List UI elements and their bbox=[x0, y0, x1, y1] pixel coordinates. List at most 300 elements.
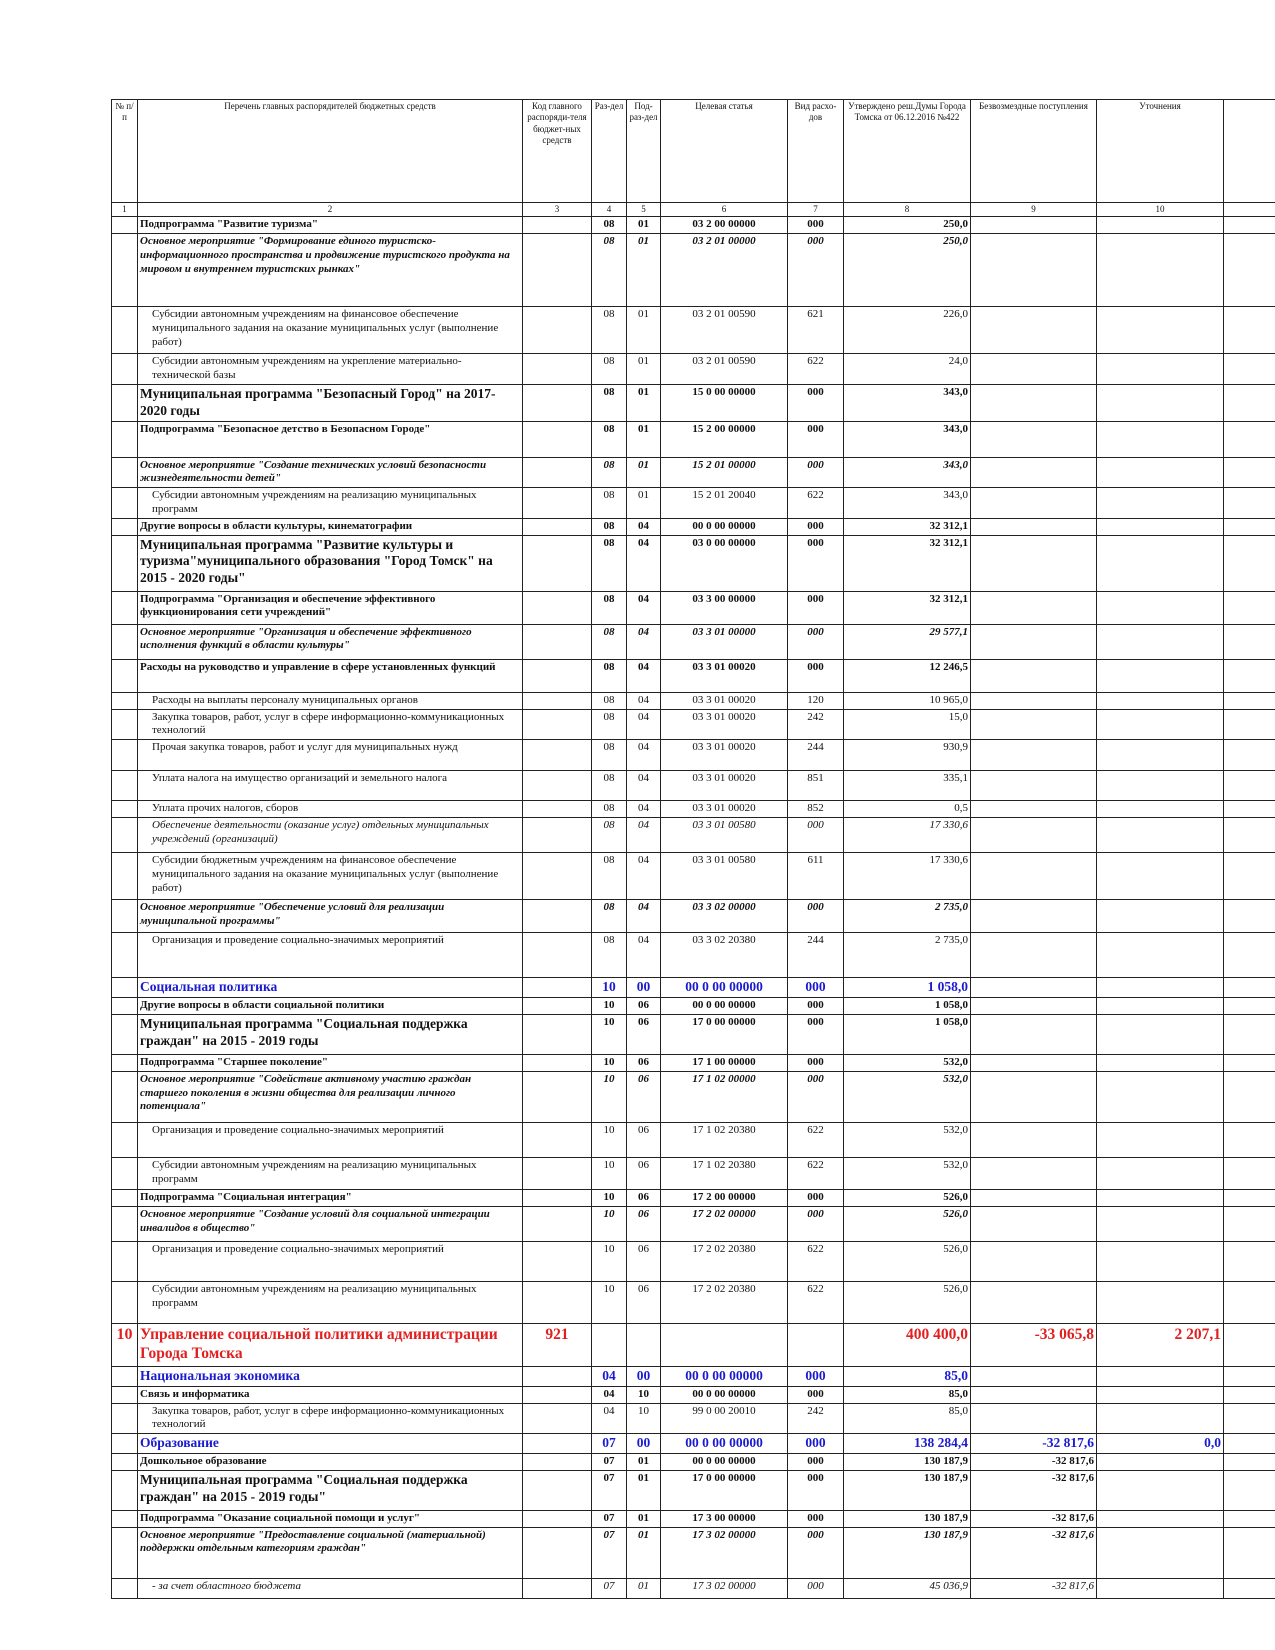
row-extra bbox=[1224, 1054, 1275, 1071]
row-changes bbox=[1097, 1157, 1224, 1189]
row-vid: 000 bbox=[788, 1386, 844, 1403]
table-row bbox=[112, 1206, 1275, 1241]
table-row bbox=[112, 1014, 1275, 1054]
table-row bbox=[112, 818, 1275, 853]
row-code bbox=[523, 234, 592, 307]
row-name: Закупка товаров, работ, услуг в сфере информационно-коммуникационных технологий bbox=[138, 709, 523, 740]
table-row bbox=[112, 307, 1275, 354]
row-code bbox=[523, 740, 592, 771]
row-grants bbox=[971, 518, 1097, 535]
row-changes bbox=[1097, 535, 1224, 591]
row-target: 17 1 02 20380 bbox=[661, 1122, 788, 1157]
column-number: 8 bbox=[844, 203, 971, 217]
column-number-row bbox=[112, 203, 1275, 217]
row-approved: 130 187,9 bbox=[844, 1510, 971, 1527]
row-grants bbox=[971, 801, 1097, 818]
row-razdel: 08 bbox=[592, 853, 627, 900]
row-code bbox=[523, 1470, 592, 1510]
table-row bbox=[112, 1189, 1275, 1206]
row-code bbox=[523, 853, 592, 900]
row-grants bbox=[971, 1014, 1097, 1054]
row-changes bbox=[1097, 1071, 1224, 1122]
table-row bbox=[112, 659, 1275, 692]
row-name: Основное мероприятие "Формирование единого туристско-информационного пространства и продвижение туристского продукта на мировом и внутреннем туристских рынках" bbox=[138, 234, 523, 307]
row-code bbox=[523, 488, 592, 519]
row-grants: -32 817,6 bbox=[971, 1578, 1097, 1598]
row-target: 03 3 01 00020 bbox=[661, 659, 788, 692]
row-extra bbox=[1224, 307, 1275, 354]
row-code bbox=[523, 1510, 592, 1527]
row-code bbox=[523, 1071, 592, 1122]
row-podrazdel: 04 bbox=[627, 518, 661, 535]
header-approved: Утверждено реш.Думы Города Томска от 06.12.2016 №422 bbox=[844, 100, 971, 203]
table-row bbox=[112, 709, 1275, 740]
row-podrazdel: 04 bbox=[627, 535, 661, 591]
column-number: 6 bbox=[661, 203, 788, 217]
row-approved: 2 735,0 bbox=[844, 900, 971, 933]
row-vid: 000 bbox=[788, 457, 844, 488]
row-approved: 532,0 bbox=[844, 1054, 971, 1071]
header-index: № п/п bbox=[112, 100, 138, 203]
row-target: 00 0 00 00000 bbox=[661, 1366, 788, 1386]
row-vid: 622 bbox=[788, 354, 844, 385]
row-index bbox=[112, 740, 138, 771]
row-target: 17 3 02 00000 bbox=[661, 1527, 788, 1578]
row-changes bbox=[1097, 1453, 1224, 1470]
row-razdel: 08 bbox=[592, 421, 627, 457]
table-row bbox=[112, 692, 1275, 709]
row-changes bbox=[1097, 1527, 1224, 1578]
row-vid: 000 bbox=[788, 624, 844, 659]
row-extra bbox=[1224, 1453, 1275, 1470]
row-podrazdel: 04 bbox=[627, 692, 661, 709]
row-grants bbox=[971, 1122, 1097, 1157]
row-index bbox=[112, 818, 138, 853]
row-code bbox=[523, 535, 592, 591]
row-target: 17 1 00 00000 bbox=[661, 1054, 788, 1071]
row-vid: 000 bbox=[788, 900, 844, 933]
row-index bbox=[112, 978, 138, 998]
row-code bbox=[523, 1014, 592, 1054]
row-changes bbox=[1097, 692, 1224, 709]
row-target: 15 2 00 00000 bbox=[661, 421, 788, 457]
row-code bbox=[523, 1366, 592, 1386]
row-changes bbox=[1097, 217, 1224, 234]
row-vid: 851 bbox=[788, 771, 844, 801]
column-number: 1 bbox=[112, 203, 138, 217]
row-grants bbox=[971, 457, 1097, 488]
row-approved: 29 577,1 bbox=[844, 624, 971, 659]
row-podrazdel: 06 bbox=[627, 1189, 661, 1206]
row-grants bbox=[971, 818, 1097, 853]
row-index bbox=[112, 1054, 138, 1071]
row-code bbox=[523, 997, 592, 1014]
row-name: Муниципальная программа "Социальная поддержка граждан" на 2015 - 2019 годы" bbox=[138, 1470, 523, 1510]
header-vid: Вид расхо-дов bbox=[788, 100, 844, 203]
row-vid: 000 bbox=[788, 1578, 844, 1598]
row-code bbox=[523, 384, 592, 421]
row-code bbox=[523, 1206, 592, 1241]
row-vid: 000 bbox=[788, 1189, 844, 1206]
row-index bbox=[112, 853, 138, 900]
row-vid: 622 bbox=[788, 488, 844, 519]
row-code bbox=[523, 978, 592, 998]
row-razdel: 08 bbox=[592, 900, 627, 933]
row-name: Другие вопросы в области культуры, кинематографии bbox=[138, 518, 523, 535]
row-name: Основное мероприятие "Содействие активному участию граждан старшего поколения в жизни общества для реализации личного потенциала" bbox=[138, 1071, 523, 1122]
row-approved: 0,5 bbox=[844, 801, 971, 818]
row-approved: 250,0 bbox=[844, 234, 971, 307]
row-podrazdel: 01 bbox=[627, 307, 661, 354]
row-extra bbox=[1224, 1434, 1275, 1454]
row-razdel: 08 bbox=[592, 354, 627, 385]
row-vid: 000 bbox=[788, 1366, 844, 1386]
row-vid: 000 bbox=[788, 1453, 844, 1470]
row-code bbox=[523, 307, 592, 354]
row-razdel: 10 bbox=[592, 1122, 627, 1157]
row-changes bbox=[1097, 1403, 1224, 1434]
row-code bbox=[523, 801, 592, 818]
row-approved: 343,0 bbox=[844, 384, 971, 421]
row-index bbox=[112, 997, 138, 1014]
row-code bbox=[523, 1403, 592, 1434]
row-razdel: 08 bbox=[592, 217, 627, 234]
row-index bbox=[112, 692, 138, 709]
row-target: 03 0 00 00000 bbox=[661, 535, 788, 591]
row-vid: 611 bbox=[788, 853, 844, 900]
row-vid: 242 bbox=[788, 1403, 844, 1434]
row-razdel: 07 bbox=[592, 1470, 627, 1510]
row-index bbox=[112, 1281, 138, 1323]
row-index bbox=[112, 1434, 138, 1454]
row-grants bbox=[971, 384, 1097, 421]
row-target: 17 1 02 20380 bbox=[661, 1157, 788, 1189]
row-approved: 32 312,1 bbox=[844, 535, 971, 591]
row-index bbox=[112, 1014, 138, 1054]
row-grants bbox=[971, 1157, 1097, 1189]
column-number bbox=[1224, 203, 1275, 217]
table-row bbox=[112, 1366, 1275, 1386]
row-grants: -32 817,6 bbox=[971, 1434, 1097, 1454]
row-vid: 000 bbox=[788, 818, 844, 853]
row-grants: -32 817,6 bbox=[971, 1510, 1097, 1527]
row-target: 17 0 00 00000 bbox=[661, 1014, 788, 1054]
row-grants bbox=[971, 1366, 1097, 1386]
table-row bbox=[112, 591, 1275, 624]
budget-table bbox=[111, 99, 1275, 1599]
row-name: Национальная экономика bbox=[138, 1366, 523, 1386]
row-podrazdel: 01 bbox=[627, 488, 661, 519]
row-index bbox=[112, 1206, 138, 1241]
row-code bbox=[523, 1157, 592, 1189]
row-approved: 343,0 bbox=[844, 421, 971, 457]
row-name: Уплата прочих налогов, сборов bbox=[138, 801, 523, 818]
row-podrazdel: 06 bbox=[627, 1054, 661, 1071]
row-approved: 32 312,1 bbox=[844, 591, 971, 624]
row-changes bbox=[1097, 234, 1224, 307]
row-grants bbox=[971, 1206, 1097, 1241]
row-extra bbox=[1224, 853, 1275, 900]
row-podrazdel: 04 bbox=[627, 591, 661, 624]
row-approved: 1 058,0 bbox=[844, 997, 971, 1014]
row-vid: 000 bbox=[788, 1527, 844, 1578]
row-extra bbox=[1224, 1527, 1275, 1578]
row-podrazdel: 06 bbox=[627, 997, 661, 1014]
row-razdel: 10 bbox=[592, 978, 627, 998]
row-razdel: 08 bbox=[592, 457, 627, 488]
row-changes bbox=[1097, 1578, 1224, 1598]
row-podrazdel: 06 bbox=[627, 1206, 661, 1241]
row-target: 03 3 01 00020 bbox=[661, 692, 788, 709]
row-podrazdel: 04 bbox=[627, 801, 661, 818]
row-approved: 250,0 bbox=[844, 217, 971, 234]
row-vid: 000 bbox=[788, 1014, 844, 1054]
row-approved: 526,0 bbox=[844, 1281, 971, 1323]
row-vid: 000 bbox=[788, 1510, 844, 1527]
row-name: Субсидии автономным учреждениям на реализацию муниципальных программ bbox=[138, 1157, 523, 1189]
table-row bbox=[112, 518, 1275, 535]
row-razdel: 08 bbox=[592, 624, 627, 659]
row-extra bbox=[1224, 1206, 1275, 1241]
row-podrazdel: 01 bbox=[627, 1527, 661, 1578]
row-name: Связь и информатика bbox=[138, 1386, 523, 1403]
table-row bbox=[112, 997, 1275, 1014]
row-index bbox=[112, 1578, 138, 1598]
row-extra bbox=[1224, 997, 1275, 1014]
row-target: 00 0 00 00000 bbox=[661, 1434, 788, 1454]
row-podrazdel: 06 bbox=[627, 1157, 661, 1189]
row-approved: 1 058,0 bbox=[844, 1014, 971, 1054]
row-extra bbox=[1224, 457, 1275, 488]
row-code bbox=[523, 1434, 592, 1454]
row-podrazdel: 06 bbox=[627, 1241, 661, 1281]
table-row bbox=[112, 1281, 1275, 1323]
table-row bbox=[112, 1071, 1275, 1122]
row-grants bbox=[971, 900, 1097, 933]
row-changes bbox=[1097, 853, 1224, 900]
row-index bbox=[112, 1157, 138, 1189]
row-podrazdel: 01 bbox=[627, 234, 661, 307]
row-index bbox=[112, 354, 138, 385]
row-code bbox=[523, 457, 592, 488]
row-extra bbox=[1224, 488, 1275, 519]
row-name: Управление социальной политики администрации Города Томска bbox=[138, 1323, 523, 1366]
row-name: Дошкольное образование bbox=[138, 1453, 523, 1470]
row-changes bbox=[1097, 518, 1224, 535]
table-row bbox=[112, 1453, 1275, 1470]
row-podrazdel: 04 bbox=[627, 740, 661, 771]
table-row bbox=[112, 771, 1275, 801]
row-approved: 85,0 bbox=[844, 1366, 971, 1386]
row-approved: 930,9 bbox=[844, 740, 971, 771]
row-vid: 000 bbox=[788, 591, 844, 624]
row-razdel: 07 bbox=[592, 1453, 627, 1470]
table-row bbox=[112, 801, 1275, 818]
row-name: Расходы на выплаты персоналу муниципальных органов bbox=[138, 692, 523, 709]
row-razdel: 08 bbox=[592, 692, 627, 709]
row-podrazdel: 04 bbox=[627, 709, 661, 740]
table-row bbox=[112, 900, 1275, 933]
row-target: 17 2 02 00000 bbox=[661, 1206, 788, 1241]
row-index bbox=[112, 933, 138, 978]
row-code bbox=[523, 1453, 592, 1470]
row-extra bbox=[1224, 1071, 1275, 1122]
row-approved: 32 312,1 bbox=[844, 518, 971, 535]
row-changes bbox=[1097, 659, 1224, 692]
row-grants bbox=[971, 591, 1097, 624]
row-razdel: 10 bbox=[592, 1071, 627, 1122]
row-vid: 000 bbox=[788, 1206, 844, 1241]
row-approved: 526,0 bbox=[844, 1241, 971, 1281]
row-podrazdel: 01 bbox=[627, 1453, 661, 1470]
column-number: 5 bbox=[627, 203, 661, 217]
row-grants bbox=[971, 234, 1097, 307]
row-podrazdel: 01 bbox=[627, 1578, 661, 1598]
row-changes bbox=[1097, 997, 1224, 1014]
row-grants bbox=[971, 1054, 1097, 1071]
row-index bbox=[112, 1241, 138, 1281]
row-name: Субсидии бюджетным учреждениям на финансовое обеспечение муниципального задания на оказание муниципальных услуг (выполнение работ) bbox=[138, 853, 523, 900]
row-approved: 15,0 bbox=[844, 709, 971, 740]
row-changes bbox=[1097, 709, 1224, 740]
row-approved: 24,0 bbox=[844, 354, 971, 385]
row-grants bbox=[971, 1386, 1097, 1403]
row-target: 03 3 01 00580 bbox=[661, 853, 788, 900]
row-index bbox=[112, 1071, 138, 1122]
row-code bbox=[523, 659, 592, 692]
row-podrazdel: 06 bbox=[627, 1014, 661, 1054]
table-row bbox=[112, 1122, 1275, 1157]
row-razdel: 08 bbox=[592, 518, 627, 535]
row-changes bbox=[1097, 591, 1224, 624]
row-razdel: 07 bbox=[592, 1434, 627, 1454]
row-changes bbox=[1097, 1281, 1224, 1323]
header-code: Код главного распоряди-теля бюджет-ных средств bbox=[523, 100, 592, 203]
row-changes bbox=[1097, 307, 1224, 354]
row-extra bbox=[1224, 900, 1275, 933]
row-razdel: 10 bbox=[592, 1206, 627, 1241]
table-row bbox=[112, 1527, 1275, 1578]
row-changes bbox=[1097, 1122, 1224, 1157]
row-code bbox=[523, 933, 592, 978]
row-target: 03 3 01 00000 bbox=[661, 624, 788, 659]
row-vid: 622 bbox=[788, 1122, 844, 1157]
row-name: - за счет областного бюджета bbox=[138, 1578, 523, 1598]
row-changes bbox=[1097, 488, 1224, 519]
row-approved: 130 187,9 bbox=[844, 1470, 971, 1510]
row-vid: 000 bbox=[788, 535, 844, 591]
row-razdel: 10 bbox=[592, 1241, 627, 1281]
row-grants bbox=[971, 1189, 1097, 1206]
row-target: 03 2 01 00590 bbox=[661, 354, 788, 385]
row-razdel: 10 bbox=[592, 1157, 627, 1189]
row-target: 00 0 00 00000 bbox=[661, 1386, 788, 1403]
row-name: Основное мероприятие "Предоставление социальной (материальной) поддержки отдельным категориям граждан" bbox=[138, 1527, 523, 1578]
row-extra bbox=[1224, 421, 1275, 457]
row-code bbox=[523, 1578, 592, 1598]
header-podrazdel: Под-раз-дел bbox=[627, 100, 661, 203]
row-podrazdel: 04 bbox=[627, 900, 661, 933]
row-extra bbox=[1224, 591, 1275, 624]
row-code bbox=[523, 591, 592, 624]
row-index bbox=[112, 1366, 138, 1386]
row-vid: 622 bbox=[788, 1157, 844, 1189]
table-row bbox=[112, 624, 1275, 659]
row-index bbox=[112, 1386, 138, 1403]
row-extra bbox=[1224, 1403, 1275, 1434]
row-grants: -32 817,6 bbox=[971, 1453, 1097, 1470]
row-approved: 532,0 bbox=[844, 1071, 971, 1122]
row-name: Основное мероприятие "Создание условий для социальной интеграции инвалидов в общество" bbox=[138, 1206, 523, 1241]
row-changes bbox=[1097, 624, 1224, 659]
row-index bbox=[112, 1189, 138, 1206]
row-code bbox=[523, 1386, 592, 1403]
row-changes bbox=[1097, 1510, 1224, 1527]
row-changes bbox=[1097, 354, 1224, 385]
row-code bbox=[523, 354, 592, 385]
row-extra bbox=[1224, 1241, 1275, 1281]
row-podrazdel: 01 bbox=[627, 1470, 661, 1510]
row-razdel: 08 bbox=[592, 384, 627, 421]
row-index bbox=[112, 421, 138, 457]
row-target: 00 0 00 00000 bbox=[661, 978, 788, 998]
row-vid: 852 bbox=[788, 801, 844, 818]
header-extra bbox=[1224, 100, 1275, 203]
row-podrazdel: 01 bbox=[627, 384, 661, 421]
row-razdel: 04 bbox=[592, 1386, 627, 1403]
row-extra bbox=[1224, 1157, 1275, 1189]
row-index bbox=[112, 659, 138, 692]
row-code bbox=[523, 421, 592, 457]
row-extra bbox=[1224, 1470, 1275, 1510]
row-vid: 000 bbox=[788, 384, 844, 421]
row-changes bbox=[1097, 900, 1224, 933]
row-code bbox=[523, 818, 592, 853]
row-extra bbox=[1224, 818, 1275, 853]
row-grants: -32 817,6 bbox=[971, 1527, 1097, 1578]
row-grants bbox=[971, 997, 1097, 1014]
row-podrazdel: 01 bbox=[627, 354, 661, 385]
row-name: Муниципальная программа "Социальная поддержка граждан" на 2015 - 2019 годы bbox=[138, 1014, 523, 1054]
row-vid: 242 bbox=[788, 709, 844, 740]
row-grants bbox=[971, 1241, 1097, 1281]
row-vid: 000 bbox=[788, 421, 844, 457]
row-code bbox=[523, 624, 592, 659]
row-index bbox=[112, 1453, 138, 1470]
row-name: Закупка товаров, работ, услуг в сфере информационно-коммуникационных технологий bbox=[138, 1403, 523, 1434]
table-row bbox=[112, 1241, 1275, 1281]
table-row bbox=[112, 740, 1275, 771]
table-row bbox=[112, 853, 1275, 900]
row-changes bbox=[1097, 421, 1224, 457]
row-approved: 130 187,9 bbox=[844, 1527, 971, 1578]
row-grants bbox=[971, 853, 1097, 900]
column-number: 4 bbox=[592, 203, 627, 217]
row-approved: 130 187,9 bbox=[844, 1453, 971, 1470]
row-extra bbox=[1224, 1386, 1275, 1403]
row-target: 15 2 01 20040 bbox=[661, 488, 788, 519]
row-changes bbox=[1097, 818, 1224, 853]
row-index bbox=[112, 217, 138, 234]
row-vid: 244 bbox=[788, 933, 844, 978]
row-extra bbox=[1224, 771, 1275, 801]
table-row bbox=[112, 234, 1275, 307]
row-name: Организация и проведение социально-значимых мероприятий bbox=[138, 1241, 523, 1281]
row-index bbox=[112, 234, 138, 307]
row-index bbox=[112, 801, 138, 818]
row-razdel: 08 bbox=[592, 771, 627, 801]
row-index bbox=[112, 1527, 138, 1578]
